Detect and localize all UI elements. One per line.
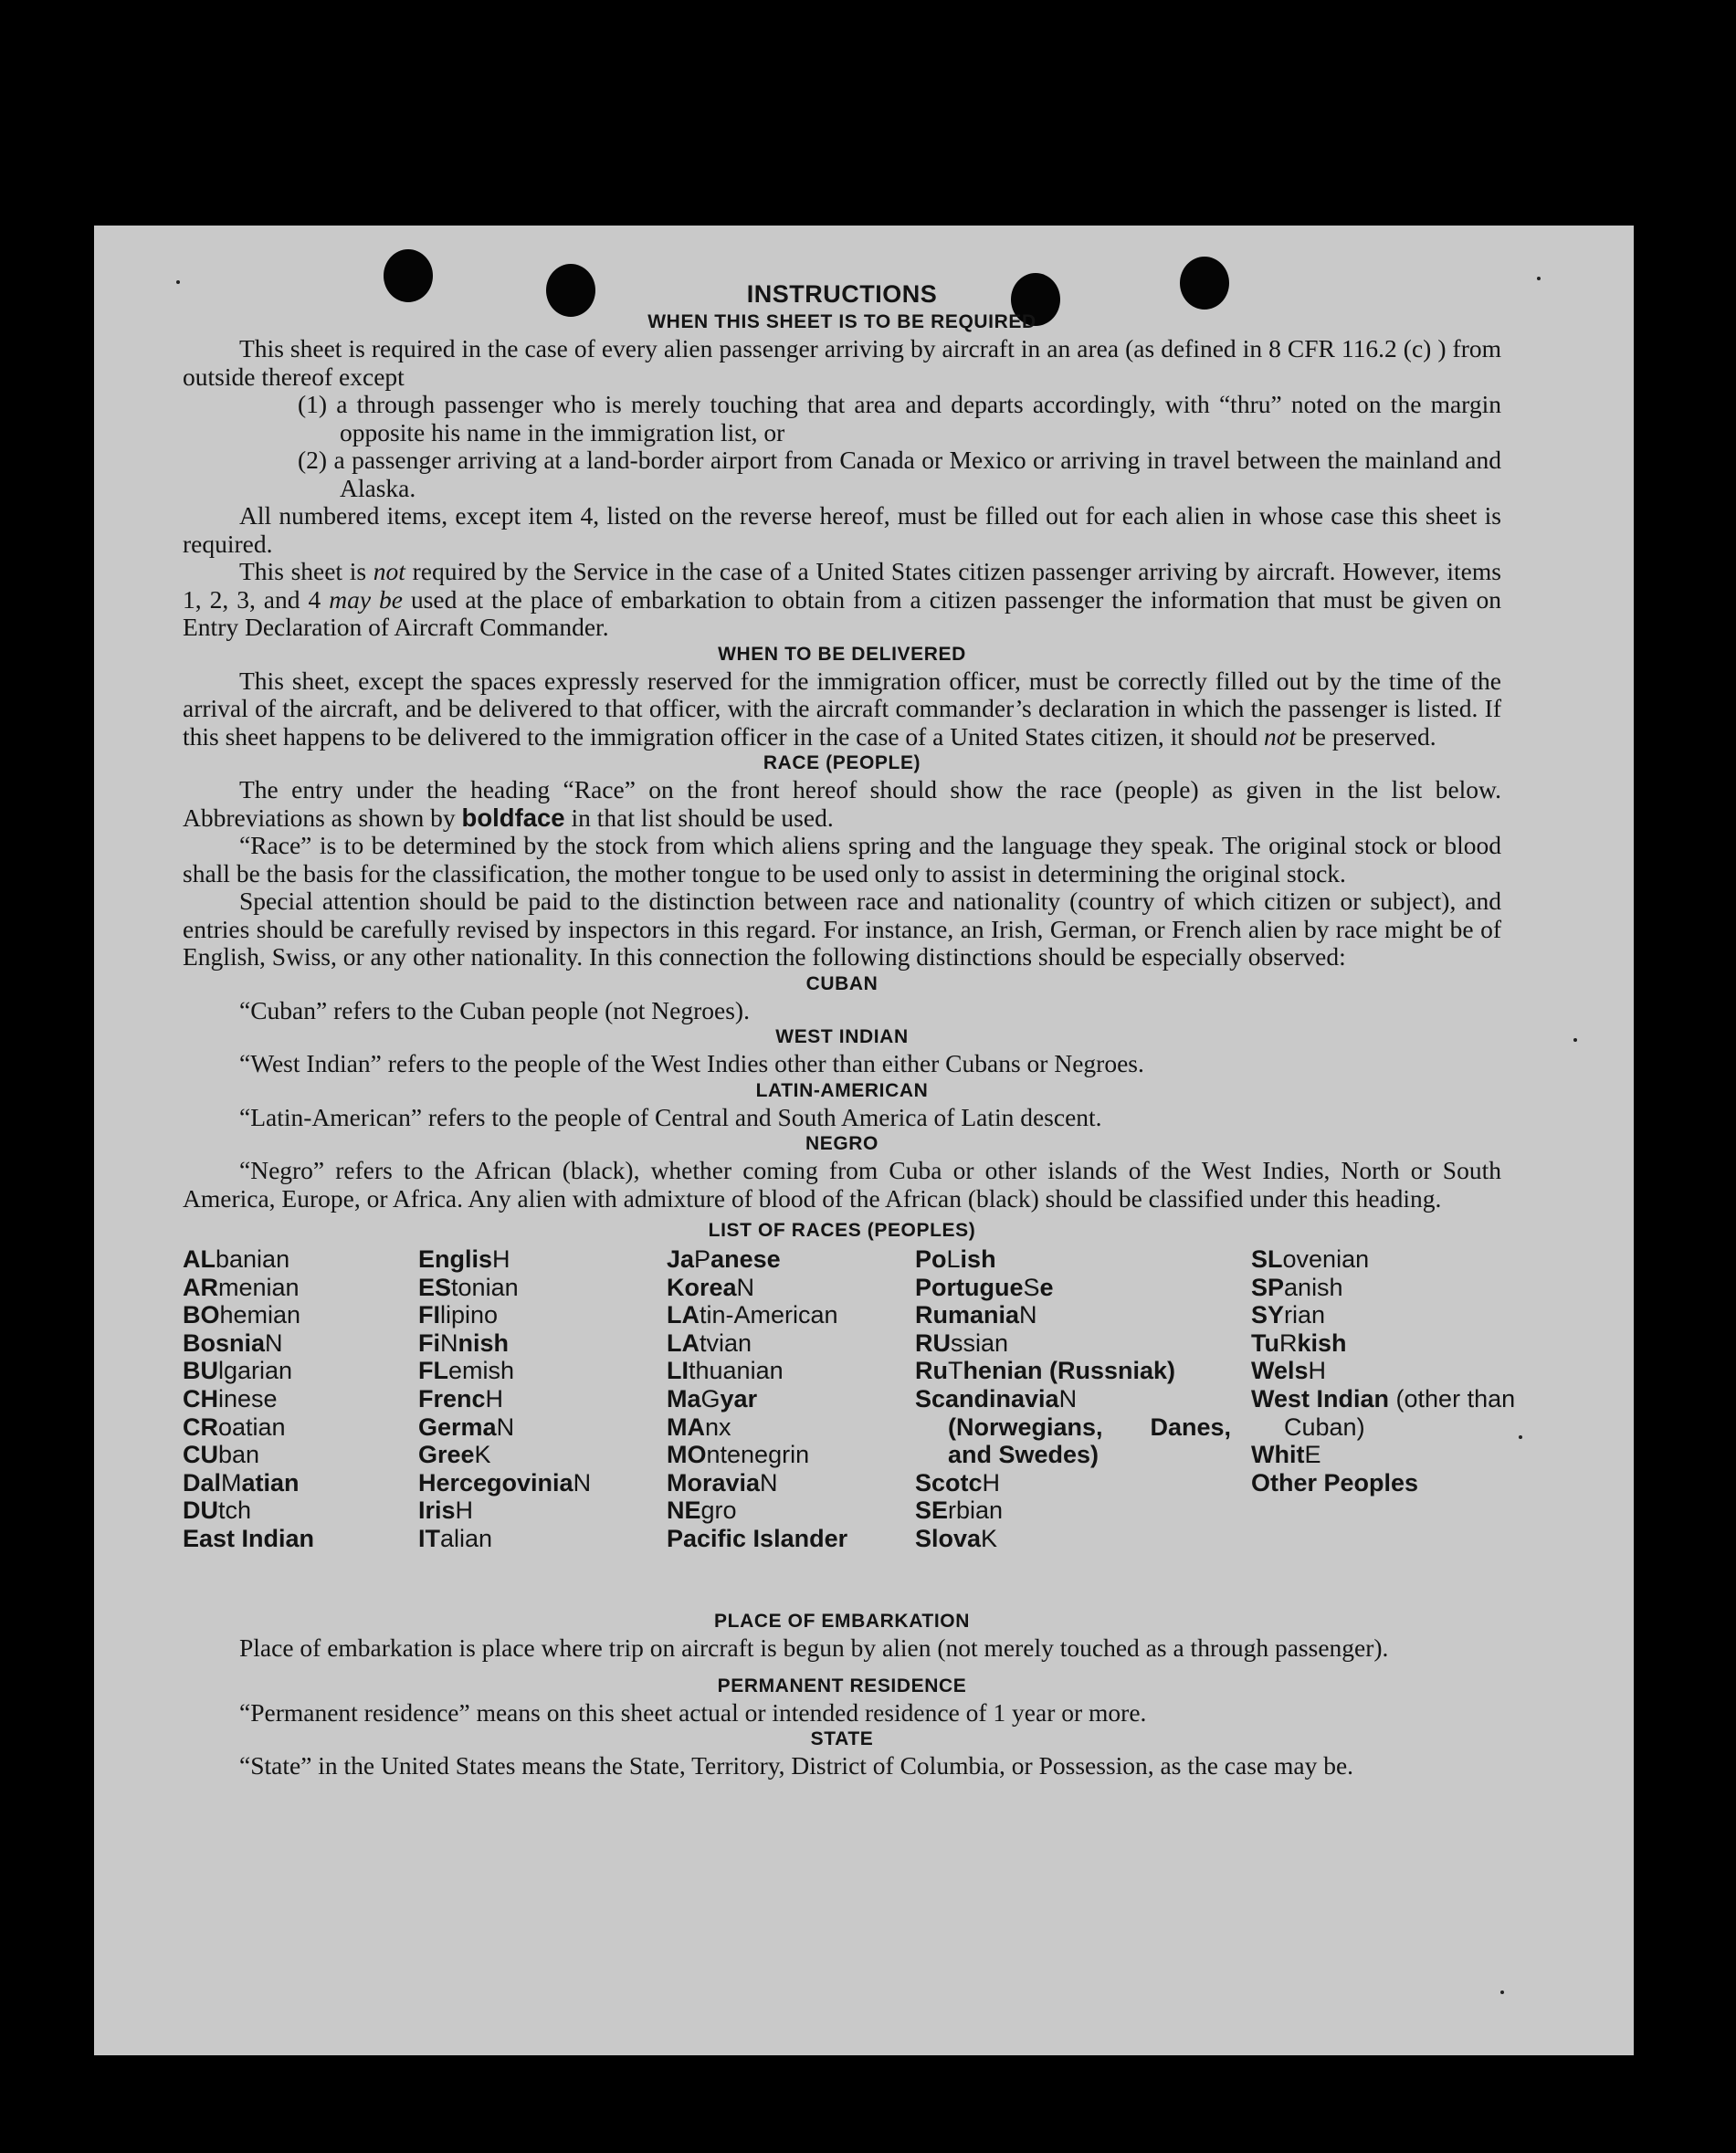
section-heading-delivered: WHEN TO BE DELIVERED <box>718 643 966 665</box>
race-entry <box>418 1525 591 1553</box>
race-entry <box>1251 1245 1507 1274</box>
race-name-part: H <box>492 1245 510 1273</box>
embarkation-paragraph: Place of embarkation is place where trip on aircraft is begun by alien (not merely touched as a through passenger). <box>239 1633 1389 1662</box>
race-paragraph-2: “Race” is to be determined by the stock from which aliens spring and the language they speak. The original stock or blood shall be the basis for the classification, the mother tongue to be used only to assist in determining the original stock. <box>183 831 1501 887</box>
numbered-items-paragraph: All numbered items, except item 4, listed on the reverse hereof, must be filled out for each alien in whose case this sheet is required. <box>183 501 1501 558</box>
section-heading-west-indian: WEST INDIAN <box>775 1026 909 1047</box>
race-entry <box>183 1497 314 1525</box>
section-heading-latin-american: LATIN-AMERICAN <box>755 1079 929 1101</box>
race-abbreviation: Gree <box>418 1441 475 1469</box>
race-name-part: inese <box>218 1384 278 1413</box>
race-abbreviation: Rumania <box>915 1301 1020 1329</box>
race-abbreviation: Ru <box>915 1357 948 1385</box>
race-entry <box>915 1274 1207 1302</box>
race-text-a: The entry under the heading “Race” on the front hereof should show the race (people) as given in the list below. Abbreviations as shown by <box>183 775 1501 832</box>
race-name-part: (other than Cuban) <box>1284 1384 1516 1441</box>
race-entry <box>183 1329 314 1358</box>
race-entry <box>1251 1441 1507 1469</box>
race-entry <box>915 1385 1231 1469</box>
race-name-part: K <box>981 1524 998 1552</box>
exception-item-2: (2) a passenger arriving at a land-border airport from Canada or Mexico or arriving in travel between the mainland and Alaska. <box>298 446 1501 502</box>
race-abbreviation: DU <box>183 1497 218 1525</box>
race-name-part: lgarian <box>218 1357 293 1385</box>
race-abbreviation: MO <box>667 1441 707 1469</box>
race-abbreviation: Ja <box>667 1245 695 1273</box>
section-heading-negro: NEGRO <box>805 1133 879 1154</box>
race-abbreviation: Bosnia <box>183 1329 266 1357</box>
page-title: INSTRUCTIONS <box>746 280 938 308</box>
race-name-part: tonian <box>451 1273 519 1301</box>
race-abbreviation: IT <box>418 1524 440 1552</box>
race-name-part: emish <box>448 1357 515 1385</box>
race-abbreviation: LA <box>667 1329 700 1357</box>
race-paragraph-1 <box>183 776 1501 832</box>
race-abbreviation: Wels <box>1251 1357 1309 1385</box>
race-abbreviation: Scandinavia <box>915 1384 1059 1413</box>
race-abbreviation: Pacific Islander <box>667 1524 848 1552</box>
citizen-emphasis-may-be: may be <box>329 584 403 614</box>
race-name-part: menian <box>218 1273 300 1301</box>
race-entry <box>1251 1385 1531 1441</box>
race-entry <box>418 1329 591 1358</box>
race-entry <box>915 1469 1207 1497</box>
race-abbreviation: Slova <box>915 1524 982 1552</box>
race-entry <box>667 1413 847 1442</box>
races-column-4 <box>915 1245 1231 1553</box>
speck <box>1500 1990 1504 1994</box>
delivered-emphasis-not: not <box>1263 721 1297 751</box>
race-name-part: ssian <box>951 1329 1009 1357</box>
race-entry <box>915 1301 1207 1329</box>
race-abbreviation: CH <box>183 1384 218 1413</box>
section-heading-state: STATE <box>810 1728 874 1749</box>
state-paragraph: “State” in the United States means the State, Territory, District of Columbia, or Possession, as the case may be. <box>239 1751 1354 1780</box>
race-abbreviation: Moravia <box>667 1468 761 1497</box>
race-name-part: rian <box>1284 1301 1326 1329</box>
race-entry <box>667 1441 847 1469</box>
race-abbreviation: CR <box>183 1413 218 1441</box>
race-entry <box>183 1357 314 1385</box>
race-name-part: thuanian <box>689 1357 784 1385</box>
section-heading-embarkation: PLACE OF EMBARKATION <box>714 1611 970 1632</box>
latin-american-paragraph: “Latin-American” refers to the people of Central and South America of Latin descent. <box>239 1102 1102 1131</box>
race-entry <box>183 1525 314 1553</box>
race-name-part: lipino <box>440 1301 499 1329</box>
race-name-part: oatian <box>218 1413 286 1441</box>
race-abbreviation: BO <box>183 1301 220 1329</box>
race-name-part: anish <box>1284 1273 1343 1301</box>
race-name-part: N <box>760 1468 778 1497</box>
race-entry <box>915 1497 1207 1525</box>
citizen-emphasis-not: not <box>373 557 405 585</box>
race-abbreviation: henian (Russniak) <box>963 1357 1176 1385</box>
race-entry <box>418 1413 591 1442</box>
race-name-part: nx <box>705 1413 731 1441</box>
race-entry <box>1251 1357 1507 1385</box>
race-name-part: G <box>700 1384 721 1413</box>
race-name-part: hemian <box>219 1301 301 1329</box>
race-abbreviation: LA <box>667 1301 700 1329</box>
citizen-paragraph <box>183 558 1501 642</box>
race-abbreviation: BU <box>183 1357 218 1385</box>
race-entry <box>667 1274 847 1302</box>
race-abbreviation: (Norwegians, Danes, and Swedes) <box>948 1413 1231 1469</box>
section-heading-race: RACE (PEOPLE) <box>763 752 921 773</box>
west-indian-paragraph: “West Indian” refers to the people of the West Indies other than either Cubans or Negroes. <box>239 1049 1144 1077</box>
race-abbreviation: Dal <box>183 1468 222 1497</box>
race-abbreviation: LI <box>667 1357 689 1385</box>
races-column-5 <box>1251 1245 1516 1497</box>
race-name-part: H <box>982 1468 1001 1497</box>
race-abbreviation: MA <box>667 1413 705 1441</box>
race-abbreviation: yar <box>720 1384 758 1413</box>
race-name-part: tvian <box>700 1329 752 1357</box>
race-name-part: E <box>1304 1441 1321 1469</box>
race-abbreviation: Ma <box>667 1384 701 1413</box>
race-abbreviation: AL <box>183 1245 216 1273</box>
race-abbreviation: Whit <box>1251 1441 1305 1469</box>
race-abbreviation: e <box>1039 1273 1054 1301</box>
race-entry <box>667 1497 847 1525</box>
race-entry <box>418 1301 591 1329</box>
race-abbreviation: Germa <box>418 1413 497 1441</box>
race-abbreviation: AR <box>183 1273 218 1301</box>
race-entry <box>418 1469 591 1497</box>
race-abbreviation: Other Peoples <box>1251 1468 1419 1497</box>
race-abbreviation: anese <box>710 1245 781 1273</box>
speck <box>1573 1038 1577 1042</box>
race-name-part: N <box>496 1413 515 1441</box>
race-abbreviation: Po <box>915 1245 947 1273</box>
race-abbreviation: East Indian <box>183 1524 315 1552</box>
exception-item-1: (1) a through passenger who is merely touching that area and departs accordingly, with “thru” noted on the margin opposite his name in the immigration list, or <box>298 390 1501 446</box>
race-name-part: P <box>694 1245 711 1273</box>
delivered-text-a: This sheet, except the spaces expressly reserved for the immigration officer, must be correctly filled out by the time of the arrival of the aircraft, and be delivered to that officer, with the aircraft commander’s declaration in which the passenger is listed. If this sheet happens to be delivered to the immigration officer in the case of a United States citizen, it should <box>183 666 1501 751</box>
race-name-part: H <box>485 1384 504 1413</box>
race-abbreviation: Iris <box>418 1497 456 1525</box>
race-entry <box>183 1413 314 1442</box>
race-abbreviation: ish <box>960 1245 996 1273</box>
race-entry <box>915 1329 1207 1358</box>
race-name-part: ovenian <box>1282 1245 1370 1273</box>
citizen-text-b: required by the Service in the case of a United States citizen passenger arriving by aircraft. However, items 1, 2, 3, and 4 <box>183 557 1501 614</box>
race-entry <box>667 1357 847 1385</box>
race-name-part: ban <box>218 1441 260 1469</box>
race-entry <box>667 1469 847 1497</box>
race-abbreviation: atian <box>241 1468 300 1497</box>
instructions-body <box>183 278 1516 1780</box>
race-name-part: N <box>1058 1384 1078 1413</box>
race-name-part: N <box>736 1273 755 1301</box>
race-name-part: T <box>948 1357 963 1385</box>
race-entry <box>667 1385 847 1413</box>
race-name-part: tch <box>218 1497 252 1525</box>
race-entry <box>418 1274 591 1302</box>
residence-paragraph: “Permanent residence” means on this sheet actual or intended residence of 1 year or more. <box>239 1697 1147 1727</box>
race-abbreviation: RU <box>915 1329 951 1357</box>
race-name-part: N <box>440 1329 458 1357</box>
race-entry <box>667 1329 847 1358</box>
race-abbreviation: CU <box>183 1441 218 1469</box>
race-entry <box>183 1441 314 1469</box>
race-abbreviation: Frenc <box>418 1384 486 1413</box>
race-entry <box>183 1301 314 1329</box>
race-name-part: ntenegrin <box>706 1441 810 1469</box>
race-name-part: R <box>1278 1329 1298 1357</box>
race-entry <box>915 1357 1207 1385</box>
race-name-part: N <box>265 1329 283 1357</box>
race-abbreviation: Korea <box>667 1273 737 1301</box>
race-name-part: M <box>221 1468 242 1497</box>
race-name-part: L <box>946 1245 961 1273</box>
section-heading-cuban: CUBAN <box>805 972 879 994</box>
race-boldface-word: boldface <box>461 803 565 832</box>
race-abbreviation: Hercegovinia <box>418 1468 573 1497</box>
race-abbreviation: SE <box>915 1497 949 1525</box>
race-paragraph-3: Special attention should be paid to the distinction between race and nationality (country of which citizen or subject), and entries should be carefully revised by inspectors in this regard. For instance, an Irish, German, or French alien by race might be of English, Swiss, or any other nationality. In this connection the following distinctions should be especially observed: <box>183 887 1501 971</box>
race-name-part: N <box>1019 1301 1037 1329</box>
race-entry <box>1251 1274 1507 1302</box>
race-entry <box>915 1245 1207 1274</box>
race-abbreviation: FI <box>418 1301 440 1329</box>
citizen-text-a: This sheet is <box>239 557 374 585</box>
races-column-1 <box>183 1245 314 1553</box>
race-abbreviation: Englis <box>418 1245 493 1273</box>
race-abbreviation: Scotc <box>915 1468 983 1497</box>
race-name-part: K <box>474 1441 491 1469</box>
section-heading-residence: PERMANENT RESIDENCE <box>717 1675 967 1696</box>
race-abbreviation: kish <box>1297 1329 1347 1357</box>
race-abbreviation: ES <box>418 1273 452 1301</box>
race-name-part: tin-American <box>700 1301 838 1329</box>
race-entry <box>183 1385 314 1413</box>
required-intro: This sheet is required in the case of every alien passenger arriving by aircraft in an area (as defined in 8 CFR 116.2 (c) ) from outside thereof except <box>183 334 1501 391</box>
speck <box>1537 277 1541 280</box>
race-abbreviation: NE <box>667 1497 701 1525</box>
race-text-b: in that list should be used. <box>564 803 834 832</box>
document-sheet <box>94 226 1634 2055</box>
section-heading-required: WHEN THIS SHEET IS TO BE REQUIRED <box>647 311 1036 332</box>
race-abbreviation: nish <box>458 1329 510 1357</box>
negro-paragraph: “Negro” refers to the African (black), whether coming from Cuba or other islands of the West Indies, North or South America, Europe, or Africa. Any alien with admixture of blood of the African (black) should be classified under this heading. <box>183 1156 1501 1213</box>
cuban-paragraph: “Cuban” refers to the Cuban people (not Negroes). <box>239 995 750 1024</box>
race-name-part: H <box>1308 1357 1327 1385</box>
citizen-text-c: used at the place of embarkation to obtain from a citizen passenger the information that must be given on Entry Declaration of Aircraft Commander. <box>183 584 1501 641</box>
race-entry <box>183 1245 314 1274</box>
race-abbreviation: Tu <box>1251 1329 1279 1357</box>
race-name-part: H <box>455 1497 474 1525</box>
races-column-3 <box>667 1245 847 1553</box>
race-entry <box>418 1245 591 1274</box>
race-name-part: rbian <box>948 1497 1004 1525</box>
delivered-text-b: be preserved. <box>1296 721 1436 751</box>
section-heading-list-of-races: LIST OF RACES (PEOPLES) <box>708 1220 976 1241</box>
race-entry <box>667 1301 847 1329</box>
race-abbreviation: FL <box>418 1357 448 1385</box>
race-entry <box>667 1245 847 1274</box>
race-entry <box>183 1274 314 1302</box>
race-entry <box>915 1525 1207 1553</box>
race-name-part: S <box>1023 1273 1040 1301</box>
race-entry <box>1251 1329 1507 1358</box>
race-entry <box>418 1357 591 1385</box>
race-abbreviation: SL <box>1251 1245 1283 1273</box>
race-entry <box>418 1385 591 1413</box>
speck <box>176 280 180 284</box>
race-abbreviation: Portugue <box>915 1273 1024 1301</box>
race-entry <box>1251 1301 1507 1329</box>
race-entry <box>667 1525 847 1553</box>
race-entry <box>1251 1469 1507 1497</box>
race-name-part: gro <box>700 1497 737 1525</box>
race-name-part: banian <box>216 1245 290 1273</box>
race-abbreviation: SP <box>1251 1273 1285 1301</box>
race-abbreviation: West Indian <box>1251 1384 1390 1413</box>
race-abbreviation: Fi <box>418 1329 440 1357</box>
races-list <box>183 1245 1516 1609</box>
race-name-part: alian <box>440 1524 493 1552</box>
races-column-2 <box>418 1245 591 1553</box>
race-name-part: N <box>573 1468 592 1497</box>
race-entry <box>183 1469 314 1497</box>
race-entry <box>418 1441 591 1469</box>
delivered-paragraph <box>183 667 1501 751</box>
race-abbreviation: SY <box>1251 1301 1285 1329</box>
race-entry <box>418 1497 591 1525</box>
